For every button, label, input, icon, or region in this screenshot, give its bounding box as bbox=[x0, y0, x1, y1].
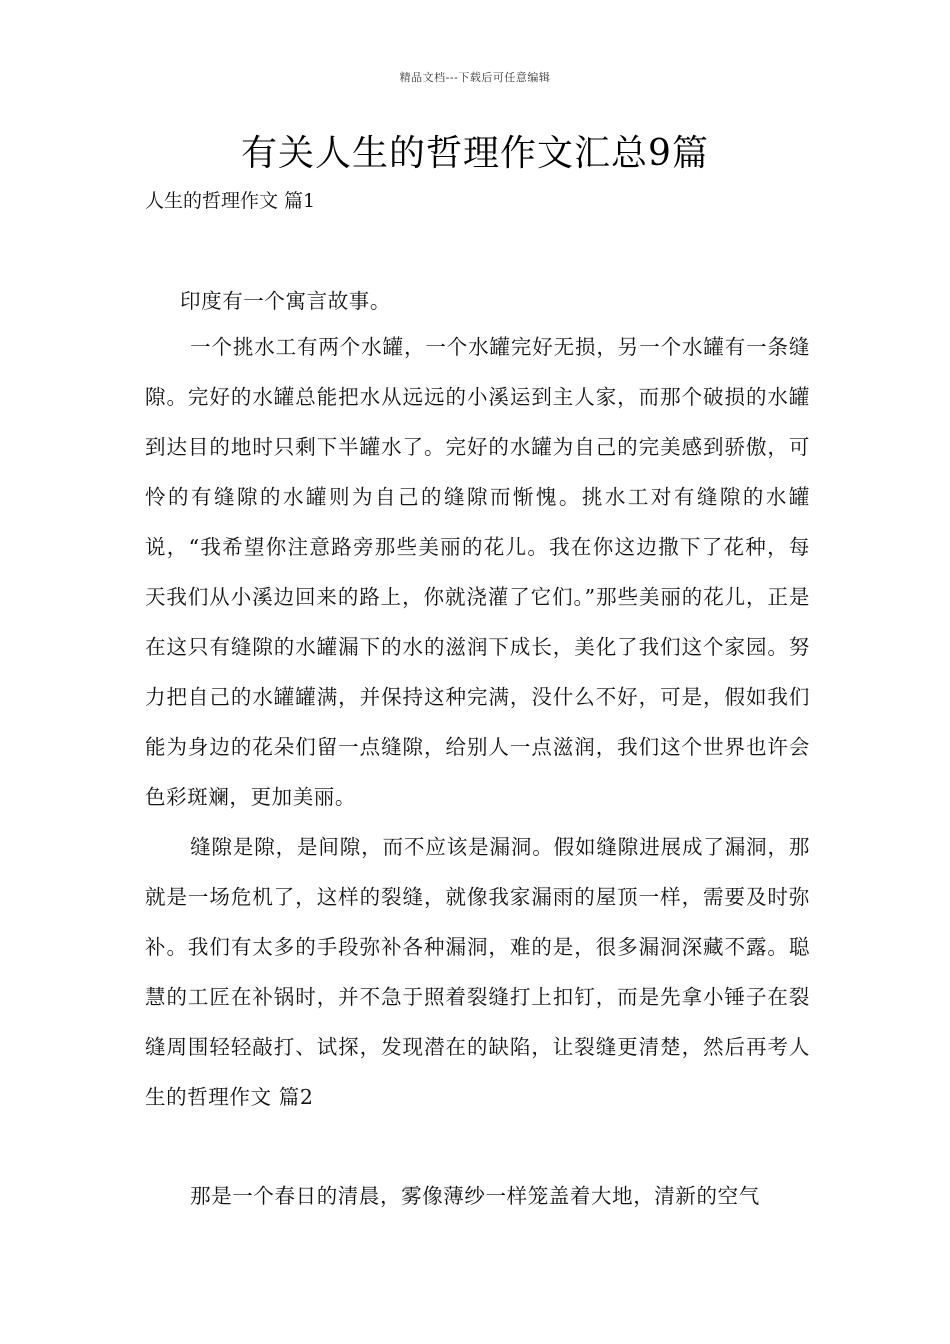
body-paragraph-1 bbox=[145, 322, 810, 822]
section-heading: 人生的哲理作文 篇1 bbox=[145, 190, 316, 212]
paragraph-text: 一个挑水工有两个水罐，一个水罐完好无损，另一个水罐有一条缝隙。完好的水罐总能把水从远远的小溪运到主人家，而那个破损的水罐到达目的地时只剩下半罐水了。完好的水罐为自己的完美感到骄傲，可怜的有缝隙的水罐则为自己的缝隙而惭愧。挑水工对有缝隙的水罐说，“我希望你注意路旁那些美丽的花儿。我在你这边撒下了花种，每天我们从小溪边回来的路上，你就浇灌了它们。”那些美丽的花儿，正是在这只有缝隙的水罐漏下的水的滋润下成长，美化了我们这个家园。努力把自己的水罐罐满，并保持这种完满，没什么不好，可是，假如我们能为身边的花朵们留一点缝隙，给别人一点滋润，我们这个世界也许会色彩斑斓，更加美丽。 bbox=[145, 335, 810, 809]
paragraph-text: 缝隙是隙，是间隙，而不应该是漏洞。假如缝隙进展成了漏洞，那就是一场危机了，这样的裂缝，就像我家漏雨的屋顶一样，需要及时弥补。我们有太多的手段弥补各种漏洞，难的是，很多漏洞深藏不露。聪慧的工匠在补锅时，并不急于照着裂缝打上扣钉，而是先拿小锤子在裂缝周围轻轻敲打、试探，发现潜在的缺陷，让裂缝更清楚，然后再考人生的哲理作文 篇2 bbox=[145, 835, 810, 1109]
document-title: 有关人生的哲理作文汇总9篇 bbox=[241, 133, 709, 174]
paragraph-text: 那是一个春日的清晨，雾像薄纱一样笼盖着大地，清新的空气 bbox=[190, 1184, 760, 1208]
body-paragraph-3 bbox=[145, 1171, 810, 1221]
body-paragraph-2 bbox=[145, 822, 810, 1122]
intro-paragraph: 印度有一个寓言故事。 bbox=[180, 289, 391, 313]
header-note: 精品文档---下载后可任意编辑 bbox=[399, 71, 551, 84]
